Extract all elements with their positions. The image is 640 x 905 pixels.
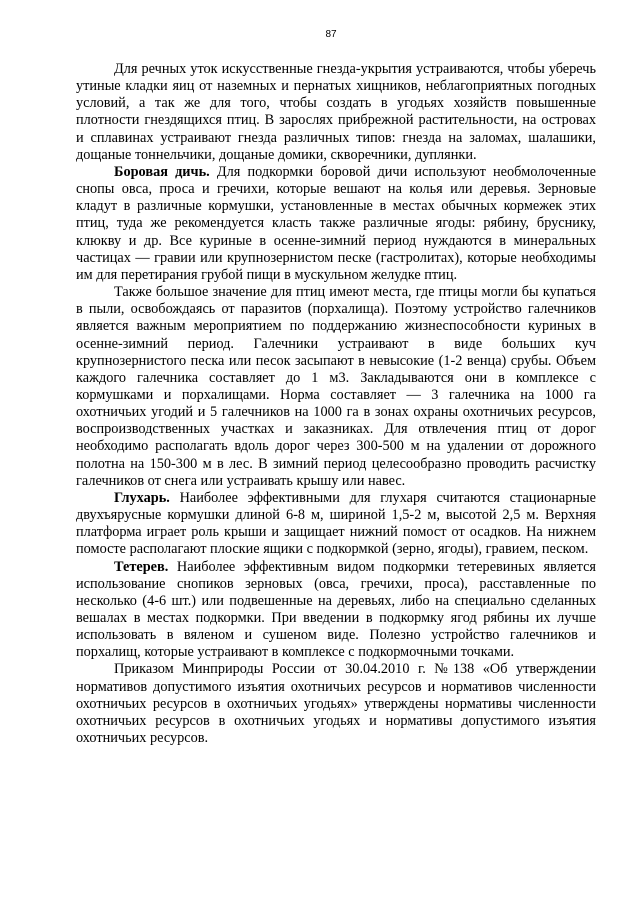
page-number: 87 bbox=[325, 29, 337, 40]
paragraph-heading: Глухарь. bbox=[114, 489, 170, 506]
paragraph-capercaillie bbox=[76, 490, 596, 559]
paragraph-text: Наиболее эффективным видом подкормки тетеревиных является использование снопиков зерновых (овса, гречихи, проса), расставленные по несколько (4-6 шт.) или подвешенные на деревьях, либо на специально сделанных вешалах в местах подкормки. При введении в подкормку ягод рябины их лучше использовать в вяленом и сушеном виде. Полезно устройство галечников и порхалищ, которые устраивают в комплексе с подкормочными точками. bbox=[76, 558, 596, 661]
paragraph-dust-baths bbox=[76, 284, 596, 490]
paragraph-text: Наиболее эффективными для глухаря считаются стационарные двухъярусные кормушки длиной 6-8 м, шириной 1,5-2 м, высотой 2,5 м. Верхняя платформа играет роль крыши и защищает нижний помост от осадков. На нижнем помосте располагают плоские ящики с подкормкой (зерно, ягоды), гравием, песком. bbox=[76, 489, 596, 558]
paragraph-text: Также большое значение для птиц имеют места, где птицы могли бы купаться в пыли, освобождаясь от паразитов (порхалища). Поэтому устройство галечников является важным мероприятием по поддержанию жизнеспособности куриных в осенне-зимний период. Галечники устраивают в виде больших куч крупнозернистого песка или песок засыпают в невысокие (1-2 венца) срубы. Объем каждого галечника составляет до 1 м3. Закладываются они в комплексе с кормушками и порхалищами. Норма составляет — 3 галечника на 1000 га охотничьих угодий и 5 галечников на 1000 га в зонах охраны охотничьих ресурсов, воспроизводственных участках и заказниках. Для отвлечения птиц от дорог необходимо располагать вдоль дорог через 300-500 м на удалении от дорожного полотна на 150-300 м в лес. В зимний период целесообразно проводить расчистку галечников от снега или устраивать крышу или навес. bbox=[76, 284, 596, 489]
paragraph-upland-game bbox=[76, 164, 596, 284]
paragraph-black-grouse bbox=[76, 559, 596, 662]
paragraph-text: Для речных уток искусственные гнезда-укрытия устраиваются, чтобы уберечь утиные кладки яиц от наземных и пернатых хищников, неблагоприятных погодных условий, а так же для того, чтобы создать в угодьях хозяйств повышенные плотности гнездящихся птиц. В зарослях прибрежной растительности, на островах и сплавинах устраивают гнезда различных типов: гнезда на заломах, шалашики, дощаные тоннельчики, дощаные домики, скворечники, дуплянки. bbox=[76, 61, 596, 163]
paragraph-heading: Боровая дичь. bbox=[114, 163, 210, 180]
paragraph-ministry-order bbox=[76, 661, 596, 747]
paragraph-heading: Тетерев. bbox=[114, 558, 169, 575]
paragraph-text: Для подкормки боровой дичи используют необмолоченные снопы овса, проса и гречихи, которые вешают на колья или деревья. Зерновые кладут в различные кормушки, установленные в местах обычных кормежек этих птиц, туда же рекомендуется класть также различные ягоды: рябину, бруснику, клюкву и др. Все куриные в осенне-зимний период нуждаются в минеральных частицах — гравии или крупнозернистом песке (гастролитах), которые необходимы им для перетирания грубой пищи в мускульном желудке птиц. bbox=[76, 163, 596, 283]
paragraph-text: Приказом Минприроды России от 30.04.2010 г. №138 «Об утверждении нормативов допустимого изъятия охотничьих ресурсов и нормативов численности охотничьих ресурсов в охотничьих угодьях» утверждены нормативы численности охотничьих ресурсов в охотничьих угодьях и нормативы допустимого изъятия охотничьих ресурсов. bbox=[76, 661, 596, 747]
page-body bbox=[76, 61, 596, 747]
paragraph-river-ducks bbox=[76, 61, 596, 164]
